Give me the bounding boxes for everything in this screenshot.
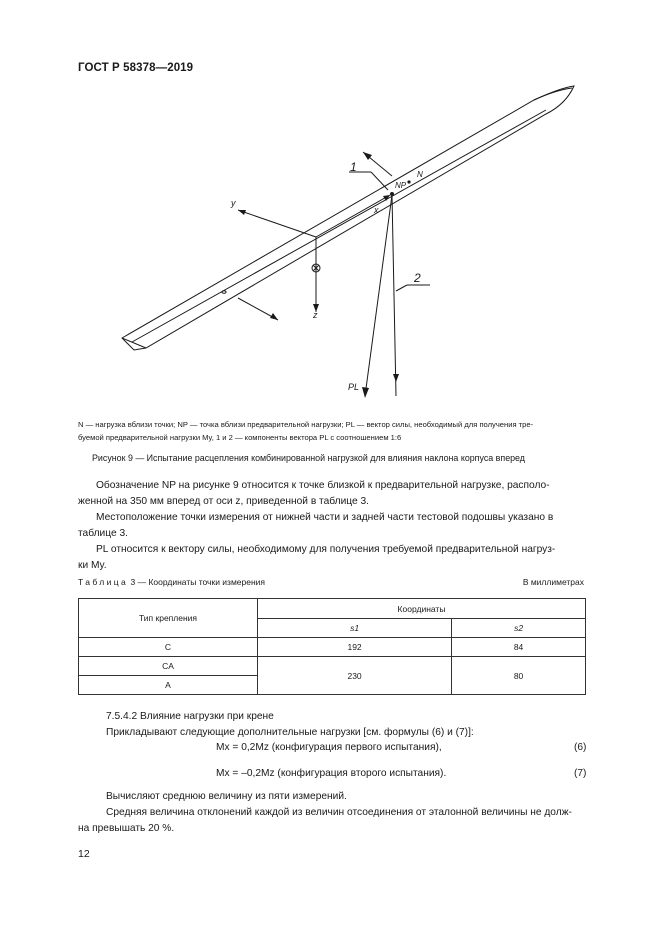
table-units: В миллиметрах	[522, 577, 584, 587]
n-label: N	[417, 170, 423, 179]
figure-caption: Рисунок 9 — Испытание расцепления комбинированной нагрузкой для влияния наклона корпуса вперед	[92, 453, 525, 463]
paragraph-location	[78, 510, 586, 542]
cell-type: CA	[79, 657, 258, 676]
document-header: ГОСТ Р 58378—2019	[78, 62, 194, 74]
ref-label-1: 1	[350, 160, 357, 174]
ski-top-line	[122, 338, 146, 348]
page-number: 12	[78, 848, 90, 860]
pl-vector	[365, 195, 392, 396]
cell-s1: 192	[258, 638, 452, 657]
ski-outline	[122, 86, 574, 350]
cell-s2: 80	[452, 657, 586, 695]
header-coordinates: Координаты	[258, 599, 586, 619]
section-intro: Прикладывают следующие дополнительные нагрузки [см. формулы (6) и (7)]:	[106, 727, 474, 738]
cell-s1: 230	[258, 657, 452, 695]
formula-7-number: (7)	[574, 768, 587, 779]
x-axis	[316, 195, 390, 237]
y-arrowhead	[238, 210, 246, 215]
y-axis-label: y	[231, 198, 236, 208]
paragraph-pl	[78, 542, 586, 574]
paragraph-pl-line-2: ки My.	[78, 560, 107, 571]
x-axis-label: x	[374, 205, 379, 215]
n-point	[407, 180, 410, 183]
component-2-arrowhead	[393, 374, 399, 382]
coordinates-table	[78, 598, 586, 695]
np-label: NP	[395, 181, 407, 190]
header-s1: s1	[258, 619, 452, 638]
paragraph-deviation-line-2: на превышать 20 %.	[78, 823, 175, 834]
cell-s2: 84	[452, 638, 586, 657]
ski-hole	[222, 291, 226, 294]
legend-line-2: буемой предварительной нагрузки My, 1 и 2 — компоненты вектора PL с соотношением 1:6	[78, 433, 402, 442]
table-caption-text: 3 — Координаты точки измерения	[130, 577, 266, 587]
section-heading: 7.5.4.2 Влияние нагрузки при крене	[106, 711, 274, 722]
ski-edge	[132, 110, 546, 342]
paragraph-deviation	[78, 805, 586, 837]
paragraph-np-line-2: женной на 350 мм вперед от оси z, приведенной в таблице 3.	[78, 496, 370, 507]
table-row	[79, 638, 586, 657]
ref-label-2: 2	[414, 271, 421, 285]
legend-line-1: N — нагрузка вблизи точки; NP — точка вблизи предварительной нагрузки; PL — вектор силы, необходимый для получения тре-	[78, 420, 534, 429]
formula-7: Mx = –0,2Mz (конфигурация второго испытания).	[216, 768, 447, 779]
pl-label: PL	[348, 382, 360, 392]
cell-type: A	[79, 676, 258, 695]
table-row	[79, 657, 586, 676]
header-mount-type: Тип крепления	[79, 599, 258, 638]
ref-leader-2	[396, 285, 407, 291]
cell-type: C	[79, 638, 258, 657]
paragraph-deviation-line-1: Средняя величина отклонений каждой из величин отсоединения от эталонной величины не долж-	[106, 807, 572, 818]
paragraph-average: Вычисляют среднюю величину из пяти измерений.	[106, 791, 347, 802]
paragraph-location-line-1: Местоположение точки измерения от нижней части и задней части тестовой подошвы указано в	[96, 512, 554, 523]
formula-6-number: (6)	[574, 742, 587, 753]
paragraph-location-line-2: таблице 3.	[78, 528, 128, 539]
header-s2: s2	[452, 619, 586, 638]
figure-9-diagram	[0, 0, 661, 420]
lower-arrowhead	[270, 313, 278, 320]
paragraph-np-line-1: Обозначение NP на рисунке 9 относится к точке близкой к предварительной нагрузке, располо-	[96, 480, 550, 491]
figure-legend	[78, 418, 586, 444]
pl-arrowhead	[362, 387, 369, 398]
formula-6: Mx = 0,2Mz (конфигурация первого испытания),	[216, 742, 442, 753]
np-point	[390, 192, 394, 196]
paragraph-pl-line-1: PL относится к вектору силы, необходимому для получения требуемой предварительной нагруз-	[96, 544, 556, 555]
z-axis-label: z	[313, 310, 318, 320]
table-caption	[78, 577, 265, 587]
paragraph-np	[78, 478, 586, 510]
component-2-line	[392, 195, 396, 396]
ref-leader-1	[371, 172, 388, 190]
table-caption-word: Таблица	[78, 577, 129, 587]
